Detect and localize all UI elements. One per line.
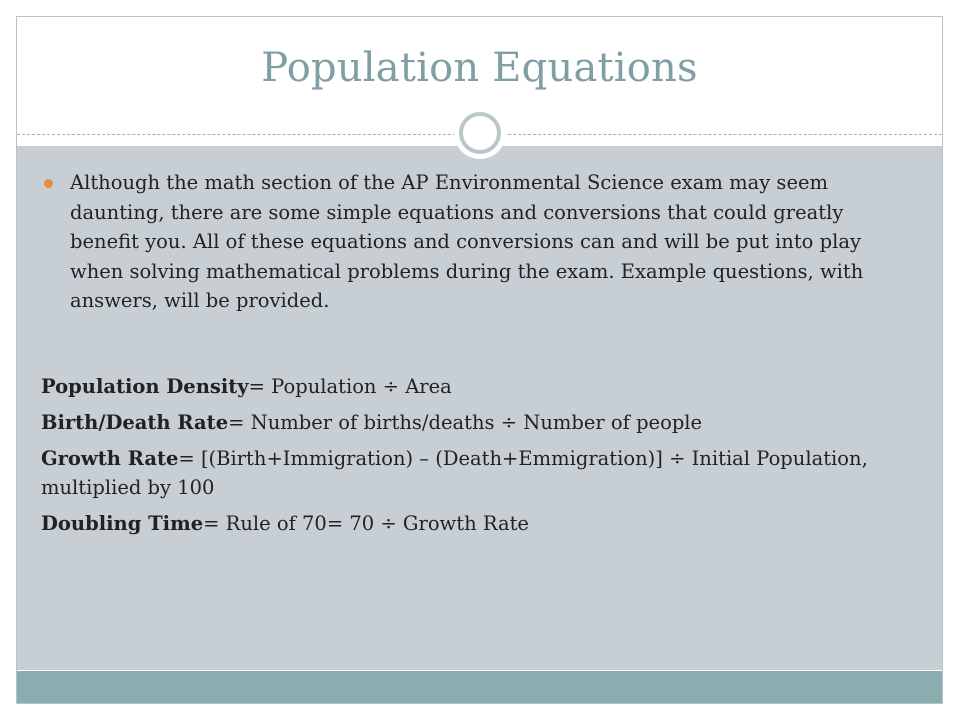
slide-title: Population Equations (261, 45, 698, 91)
equation-list (41, 372, 926, 545)
bullet-text: Although the math section of the AP Environmental Science exam may seem daunting, there are some simple equations and conversions that could greatly benefit you. All of these equations and conversions can and will be put into play when solving mathematical problems during the exam. Example questions, with answers, will be provided. (70, 171, 864, 312)
bullet-item (44, 168, 914, 316)
circle-ornament-icon (459, 112, 501, 154)
equation-population-density (41, 372, 926, 401)
equation-formula: = Rule of 70= 70 ÷ Growth Rate (203, 512, 529, 535)
equation-term: Population Density (41, 375, 249, 398)
equation-growth-rate (41, 444, 926, 502)
equation-term: Birth/Death Rate (41, 411, 229, 434)
equation-formula: = Number of births/deaths ÷ Number of people (228, 411, 703, 434)
bullet-dot-icon (44, 179, 53, 188)
equation-term: Growth Rate (41, 447, 179, 470)
equation-birth-death-rate (41, 408, 926, 437)
equation-term: Doubling Time (41, 512, 204, 535)
equation-doubling-time (41, 509, 926, 538)
equation-formula: = Population ÷ Area (248, 375, 452, 398)
equation-formula: = [(Birth+Immigration) – (Death+Emmigration)] ÷ Initial Population, multiplied by 100 (41, 447, 868, 499)
footer-band (17, 671, 942, 703)
